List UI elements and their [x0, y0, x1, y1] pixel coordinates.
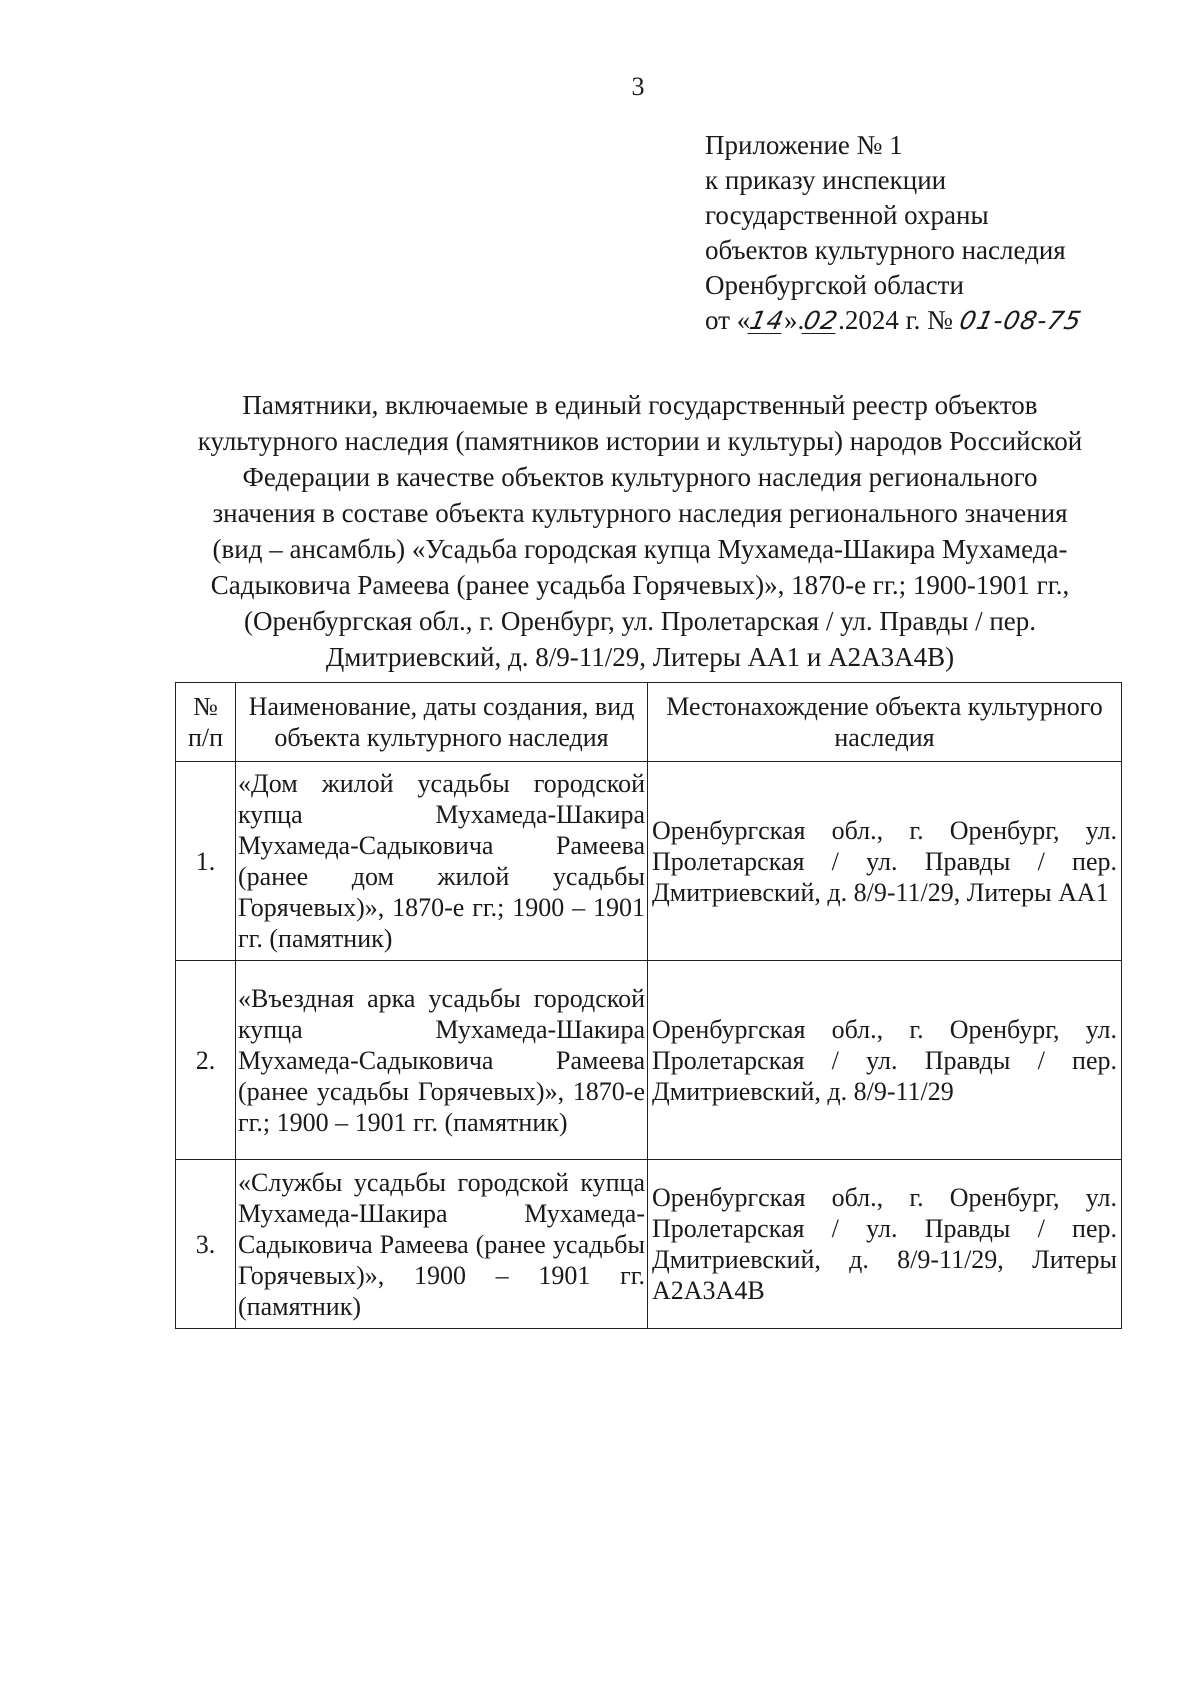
- heading-line: Памятники, включаемые в единый государственный реестр объектов: [242, 390, 1038, 420]
- appendix-line: государственной охраны: [705, 200, 989, 230]
- object-name: «Службы усадьбы городской купца Мухамеда-Шакира Мухамеда-Садыковича Рамеева (ранее усадьбы Горячевых)», 1900 – 1901 гг. (памятник): [236, 1160, 648, 1329]
- object-name: «Дом жилой усадьбы городской купца Мухамеда-Шакира Мухамеда-Садыковича Рамеева (ранее дом жилой усадьбы Горячевых)», 1870-е гг.; 1900 – 1901 гг. (памятник): [236, 762, 648, 961]
- object-name: «Въездная арка усадьбы городской купца Мухамеда-Шакира Мухамеда-Садыковича Рамеева (ранее усадьбы Горячевых)», 1870-е гг.; 1900 – 1901 гг. (памятник): [236, 961, 648, 1160]
- appendix-line: Приложение № 1: [705, 130, 903, 160]
- order-date-line: [705, 303, 1165, 338]
- page-number: 3: [631, 72, 645, 101]
- heading-line: (Оренбургская обл., г. Оренбург, ул. Пролетарская / ул. Правды / пер.: [243, 606, 1037, 636]
- object-location: Оренбургская обл., г. Оренбург, ул. Пролетарская / ул. Правды / пер. Дмитриевский, д. 8/9-11/29: [648, 961, 1122, 1160]
- monuments-table: [175, 682, 1122, 1329]
- header-number: № п/п: [176, 683, 236, 762]
- table-row: [176, 762, 1122, 961]
- date-year: .2024 г. №: [838, 305, 953, 335]
- table-row: [176, 961, 1122, 1160]
- table-row: [176, 1160, 1122, 1329]
- document-heading: [160, 387, 1120, 675]
- row-number: 3.: [176, 1160, 236, 1329]
- appendix-line: объектов культурного наследия: [705, 235, 1066, 265]
- row-number: 2.: [176, 961, 236, 1160]
- handwritten-day: 14: [747, 306, 788, 335]
- heading-line: Дмитриевский, д. 8/9-11/29, Литеры АА1 и А2А3А4В): [325, 642, 955, 672]
- row-number: 1.: [176, 762, 236, 961]
- heading-line: Федерации в качестве объектов культурного наследия регионального: [242, 462, 1038, 492]
- heading-line: культурного наследия (памятников истории и культуры) народов Российской: [197, 426, 1083, 456]
- monuments-table-wrapper: [175, 682, 1121, 1329]
- object-location: Оренбургская обл., г. Оренбург, ул. Пролетарская / ул. Правды / пер. Дмитриевский, д. 8/9-11/29, Литеры А2А3А4В: [648, 1160, 1122, 1329]
- handwritten-month: 02: [801, 306, 842, 335]
- header-name: Наименование, даты создания, вид объекта культурного наследия: [236, 683, 648, 762]
- handwritten-order-number: 01-08-75: [956, 306, 1085, 335]
- date-prefix: от «: [705, 305, 751, 335]
- heading-line: Садыковича Рамеева (ранее усадьба Горячевых)», 1870-е гг.; 1900-1901 гг.,: [210, 570, 1070, 600]
- appendix-block: [705, 128, 1165, 338]
- table-header-row: [176, 683, 1122, 762]
- object-location: Оренбургская обл., г. Оренбург, ул. Пролетарская / ул. Правды / пер. Дмитриевский, д. 8/9-11/29, Литеры АА1: [648, 762, 1122, 961]
- heading-line: (вид – ансамбль) «Усадьба городская купца Мухамеда-Шакира Мухамеда-: [212, 534, 1068, 564]
- heading-line: значения в составе объекта культурного наследия регионального значения: [212, 498, 1068, 528]
- date-mid: ».: [784, 305, 805, 335]
- appendix-line: к приказу инспекции: [705, 165, 947, 195]
- header-location: Местонахождение объекта культурного наследия: [648, 683, 1122, 762]
- appendix-line: Оренбургской области: [705, 270, 964, 300]
